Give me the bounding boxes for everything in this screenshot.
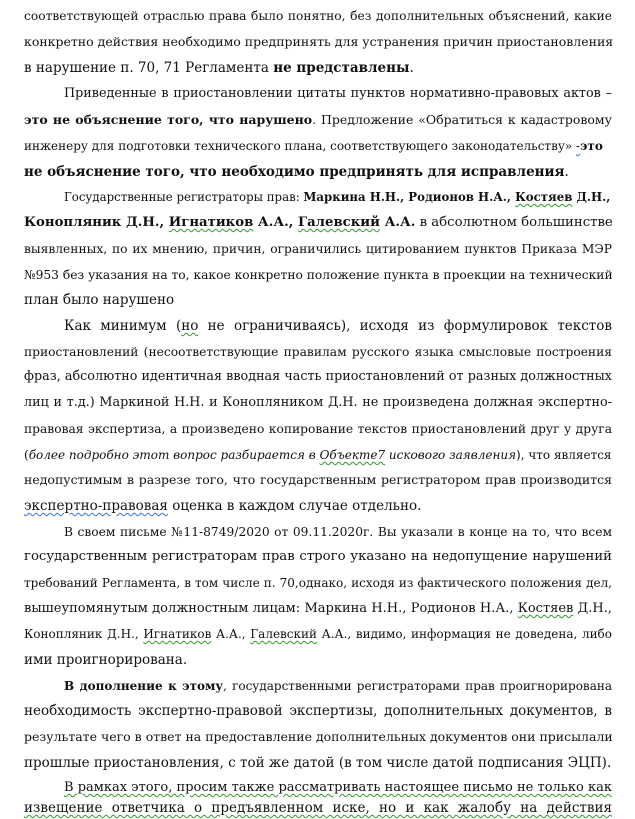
paragraph-2-line-1 xyxy=(64,83,612,105)
bold-text: Игнатиков xyxy=(168,215,254,230)
text: но xyxy=(181,318,199,334)
paragraph-3-line-3 xyxy=(24,238,612,260)
bold-text: это xyxy=(580,139,603,153)
paragraph-4-line-4 xyxy=(24,392,612,414)
bold-text: Д.Н., xyxy=(572,190,611,204)
paragraph-4-line-3 xyxy=(24,366,612,388)
text: результате чего в ответ на предоставление дополнительных документов они присылали xyxy=(24,729,613,744)
paragraph-5-line-2 xyxy=(24,546,612,568)
paragraph-4-line-5 xyxy=(24,418,612,440)
bold-text: А.А. xyxy=(379,215,416,230)
bold-text: В дополнение к этому xyxy=(64,679,224,693)
text: Конопляник Д.Н., xyxy=(24,627,144,641)
text: Государственные регистраторы прав: xyxy=(64,190,304,204)
paragraph-2-line-3 xyxy=(24,135,612,157)
text: выявленных, по их мнению, причин, ограничились цитированием пунктов Приказа МЭР xyxy=(24,242,612,256)
paragraph-3-line-5 xyxy=(24,289,612,311)
paragraph-3-line-1 xyxy=(64,186,612,208)
text: №953 без указания на то, какое конкретно положение пункта в проекции на технический xyxy=(24,268,613,282)
text: Приведенные в приостановлении цитаты пунктов нормативно-правовых актов – xyxy=(64,86,612,101)
text: А.А., видимо, информация не доведена, либо xyxy=(317,627,613,641)
text: инженеру для подготовки технического плана, соответствующего законодательству» xyxy=(24,139,577,153)
paragraph-3-line-4 xyxy=(24,264,612,286)
paragraph-7-line-1 xyxy=(64,777,612,799)
spell-mark: - xyxy=(576,139,581,153)
text: необходимость экспертно-правовой экспертизы, дополнительных документов, в xyxy=(24,703,612,719)
text: не ограничиваясь), исходя из формулировок текстов xyxy=(198,318,612,334)
paragraph-4-line-8 xyxy=(24,495,612,517)
text: В рамках этого, просим также рассматривать настоящее письмо не только как xyxy=(64,780,612,795)
bold-text: Костяев xyxy=(515,190,573,204)
text: А.А., xyxy=(211,627,251,641)
paragraph-6-line-1 xyxy=(64,675,612,697)
text: в абсолютном большинстве xyxy=(415,215,613,230)
paragraph-4-line-7 xyxy=(24,469,612,491)
paragraph-4-line-6 xyxy=(24,444,612,466)
text: лиц и т.д.) Маркиной Н.Н. и Конопляником Д.Н. не произведена должная экспертно- xyxy=(24,395,612,410)
paragraph-5-line-1 xyxy=(64,521,612,543)
bold-text: это не объяснение того, что нарушено xyxy=(24,112,313,127)
text: ими проигнорирована. xyxy=(24,652,188,668)
paragraph-4-line-1 xyxy=(64,315,612,337)
text: в нарушение п. 70, 71 Регламента xyxy=(24,60,274,76)
text: конкретно действия необходимо предпринять для устранения причин приостановления xyxy=(24,34,614,49)
text: оценка в каждом случае отдельно. xyxy=(167,498,422,514)
paragraph-1-line-2 xyxy=(24,31,612,53)
paragraph-7-line-2 xyxy=(24,797,612,819)
text: государственным регистраторам прав строго указано на недопущение нарушений xyxy=(24,549,612,564)
text: извещение ответчика о предъявленном иске, но и как жалобу на действия xyxy=(24,800,612,816)
paragraph-3-line-2 xyxy=(24,212,612,234)
italic-text: более подробно этот вопрос разбирается в xyxy=(28,448,320,462)
paragraph-6-line-3 xyxy=(24,726,612,748)
text: недопустимым в разрезе того, что государственным регистратором прав производится xyxy=(24,472,612,487)
text: ( xyxy=(24,448,29,462)
paragraph-2-line-4 xyxy=(24,161,612,183)
italic-text: Объекте7 xyxy=(319,448,386,462)
bold-text: не представлены xyxy=(273,60,410,76)
bold-text: Галевский xyxy=(297,215,380,230)
text: ), что является xyxy=(516,448,612,462)
text: . xyxy=(409,60,414,76)
paragraph-6-line-4 xyxy=(24,752,612,774)
paragraph-5-line-4 xyxy=(24,598,612,620)
text: Костяев xyxy=(517,601,574,616)
text: прошлые приостановления, с той же датой (в том числе датой подписания ЭЦП). xyxy=(24,755,612,771)
text: Игнатиков xyxy=(143,627,212,641)
text: план было нарушено xyxy=(24,292,175,308)
text: . Предложение «Обратиться к кадастровому xyxy=(312,112,613,127)
bold-text: Конопляник Д.Н., xyxy=(24,215,169,230)
paragraph-5-line-5 xyxy=(24,623,612,645)
text: приостановлений (несоответствующие правилам русского языка смысловые построения xyxy=(24,345,612,359)
text: требований Регламента, в том числе п. 70,однако, исходя из фактического положения дел, xyxy=(24,576,612,590)
italic-text: искового заявления xyxy=(385,448,517,462)
paragraph-1-line-3 xyxy=(24,57,612,79)
text: правовая экспертиза, а произведено копирование текстов приостановлений друг у друга xyxy=(24,422,612,436)
text: фраз, абсолютно идентичная вводная часть приостановлений от разных должностных xyxy=(24,369,612,384)
text: Д.Н., xyxy=(573,601,612,616)
bold-text: А.А., xyxy=(253,215,298,230)
paragraph-1-line-1 xyxy=(24,5,612,27)
paragraph-4-line-2 xyxy=(24,341,612,363)
bold-text: не объяснение того, что необходимо предпринять для исправления xyxy=(24,164,565,180)
paragraph-5-line-6 xyxy=(24,649,612,671)
paragraph-6-line-2 xyxy=(24,700,612,722)
text: соответствующей отраслью права было понятно, без дополнительных объяснений, какие xyxy=(24,9,612,23)
text: вышеупомянутым должностным лицам: Маркина Н.Н., Родионов Н.А., xyxy=(24,601,518,616)
bold-text: Маркина Н.Н., Родионов Н.А., xyxy=(303,190,516,204)
text: . xyxy=(564,164,569,180)
text: Как минимум ( xyxy=(64,318,182,334)
paragraph-2-line-2 xyxy=(24,109,612,131)
text: экспертно-правовая xyxy=(24,498,168,514)
text: , государственными регистраторами прав проигнорирована xyxy=(223,679,612,693)
paragraph-5-line-3 xyxy=(24,572,612,594)
text: В своем письме №11-8749/2020 от 09.11.2020г. Вы указали в конце на то, что всем xyxy=(64,525,612,539)
text: Галевский xyxy=(250,627,318,641)
